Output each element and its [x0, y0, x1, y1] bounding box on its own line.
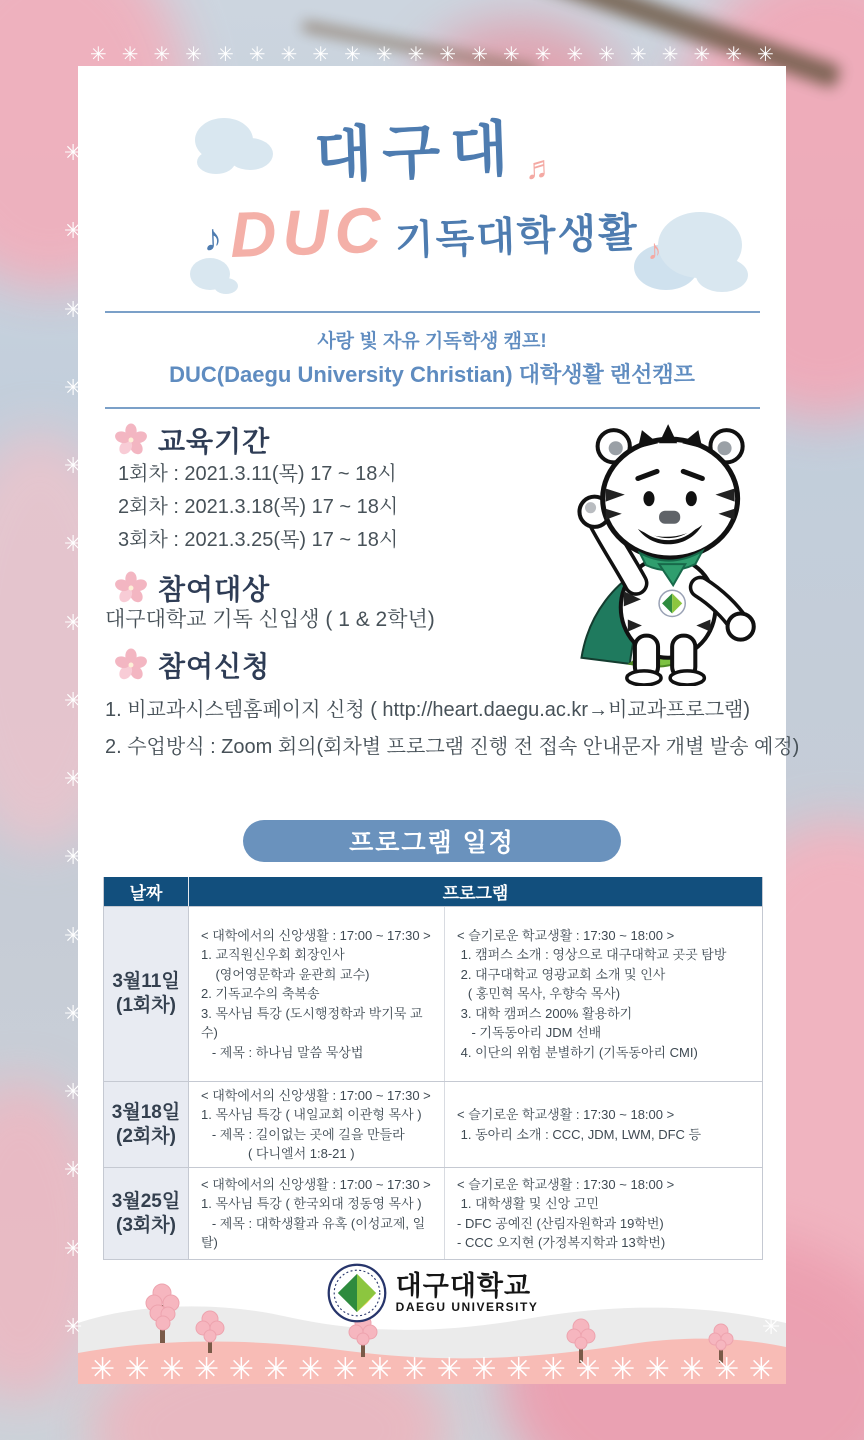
row-date: 3월25일 (3회차) [104, 1168, 189, 1259]
table-row [104, 1081, 762, 1167]
section-target-heading: 참여대상 [114, 568, 270, 608]
row-program-second-half: < 슬기로운 학교생활 : 17:30 ~ 18:00 > 1. 캠퍼스 소개 : 영상으로 대구대학교 곳곳 탐방 2. 대구대학교 영광교회 소개 및 인사 ( 홍민혁 목사, 우향숙 목사) 3. 대학 캠퍼스 200% 활용하기 - 기독동아리 JDM 선배 4. 이단의 위험 분별하기 (기독동아리 CMI) [457, 927, 727, 1060]
music-note-icon: ♪ [646, 234, 662, 266]
subtitle-line2: DUC(Daegu University Christian) 대학생활 랜선캠프 [169, 362, 695, 387]
schedule-banner: 프로그램 일정 [243, 820, 621, 862]
header-program: 프로그램 [442, 884, 509, 903]
row-date: 3월11일 (1회차) [104, 907, 189, 1081]
university-logo [0, 1262, 864, 1324]
sparkle-border-left: ✳ ✳ ✳ ✳ ✳ ✳ ✳ ✳ ✳ ✳ ✳ ✳ ✳ ✳ ✳ ✳ [64, 140, 83, 1339]
row-program-first-half: < 대학에서의 신앙생활 : 17:00 ~ 17:30 > 1. 교직원신우회 회장인사 (영어영문학과 윤관희 교수) 2. 기독교수의 축복송 3. 목사님 특강 (도시행정학과 박기묵 교수) - 제목 : 하나님 말씀 묵상법 [189, 907, 445, 1081]
target-line: 대구대학교 기독 신입생 ( 1 & 2학년) [105, 608, 435, 631]
title-school-name: 대구대 [313, 115, 520, 190]
title-duc: DUC [228, 193, 388, 272]
divider-line [105, 311, 760, 313]
row-program-second-half: < 슬기로운 학교생활 : 17:30 ~ 18:00 > 1. 동아리 소개 : CCC, JDM, LWM, DFC 등 [457, 1107, 702, 1142]
divider-line [105, 407, 760, 409]
music-note-icon: ♬ [524, 148, 558, 186]
header-date: 날짜 [104, 877, 189, 906]
sparkle-border-bottom: ✳ ✳ ✳ ✳ ✳ ✳ ✳ ✳ ✳ ✳ ✳ ✳ ✳ ✳ ✳ ✳ ✳ ✳ ✳ ✳ [90, 1353, 774, 1386]
table-row [104, 1167, 762, 1259]
university-name-en: DAEGU UNIVERSITY [395, 1300, 539, 1314]
university-name-kr: 대구대학교 [395, 1271, 532, 1301]
subtitle-line1: 사랑 빛 자유 기독학생 캠프! [317, 331, 547, 352]
cherry-blossom-icon [114, 648, 148, 682]
row-date: 3월18일 (2회차) [104, 1082, 189, 1167]
sparkle-border-right: ✳ ✳ ✳ ✳ ✳ ✳ ✳ ✳ ✳ ✳ ✳ ✳ ✳ ✳ ✳ ✳ [762, 140, 781, 1339]
cherry-blossom-icon [114, 423, 148, 457]
row-program-first-half: < 대학에서의 신앙생활 : 17:00 ~ 17:30 > 1. 목사님 특강 ( 한국외대 정동영 목사 ) - 제목 : 대학생활과 유혹 (이성교제, 일탈) [189, 1168, 445, 1259]
section-apply-heading: 참여신청 [114, 645, 270, 685]
music-note-icon: ♪ [202, 217, 223, 260]
row-program-first-half: < 대학에서의 신앙생활 : 17:00 ~ 17:30 > 1. 목사님 특강 ( 내일교회 이관형 목사 ) - 제목 : 길이없는 곳에 길을 만들라 ( 다니엘서 1:8-21 ) [189, 1082, 445, 1167]
sparkle-border-top: ✳ ✳ ✳ ✳ ✳ ✳ ✳ ✳ ✳ ✳ ✳ ✳ ✳ ✳ ✳ ✳ ✳ ✳ ✳ ✳ ✳ ✳ [90, 44, 774, 66]
tiger-mascot-illustration [528, 414, 776, 686]
table-row [104, 906, 762, 1081]
apply-lines: 1. 비교과시스템홈페이지 신청 ( http://heart.daegu.ac.kr→비교과프로그램) 2. 수업방식 : Zoom 회의(회차별 프로그램 진행 전 접속 안내문자 개별 발송 예정) [105, 699, 800, 758]
title-tagline: 기독대학생활 [394, 210, 640, 264]
table-header-row [104, 877, 762, 906]
section-period-heading: 교육기간 [114, 420, 270, 460]
university-seal-icon [326, 1262, 388, 1324]
row-program-second-half: < 슬기로운 학교생활 : 17:30 ~ 18:00 > 1. 대학생활 및 신앙 고민 - DFC 공예진 (산림자원학과 19학번) - CCC 오지현 (가정복지학과 13학번) [457, 1176, 675, 1250]
schedule-table [103, 877, 763, 1260]
cherry-blossom-icon [114, 571, 148, 605]
period-lines: 1회차 : 2021.3.11(목) 17 ~ 18시 2회차 : 2021.3.18(목) 17 ~ 18시 3회차 : 2021.3.25(목) 17 ~ 18시 [118, 463, 399, 551]
